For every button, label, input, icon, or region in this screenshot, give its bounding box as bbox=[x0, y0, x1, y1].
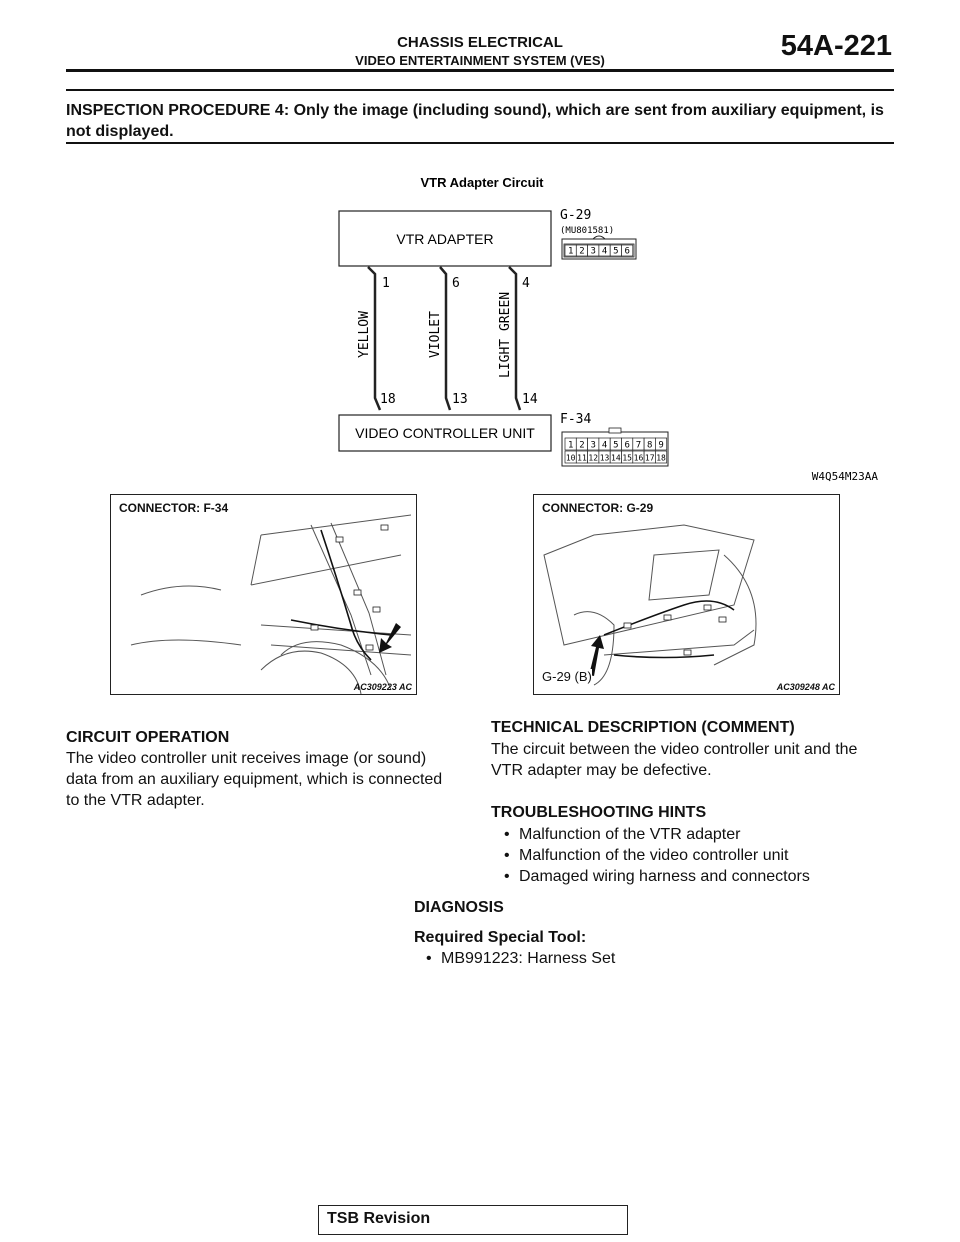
pin-number: 5 bbox=[613, 246, 619, 257]
connector-f34-id: F-34 bbox=[560, 412, 592, 427]
wire-violet-bottom-pin: 13 bbox=[452, 392, 468, 407]
list-item: • Malfunction of the video controller unit bbox=[502, 845, 810, 866]
pin-number: 14 bbox=[611, 453, 621, 463]
circuit-operation-text bbox=[66, 748, 476, 811]
title-top-rule bbox=[66, 89, 894, 91]
connector-g29-id: G-29 bbox=[560, 208, 592, 223]
special-tool-heading: Required Special Tool: bbox=[414, 929, 587, 946]
photo-connector-f34 bbox=[110, 494, 417, 695]
title-bottom-rule bbox=[66, 142, 894, 144]
pin-number: 1 bbox=[567, 246, 574, 257]
circuit-operation-line: to the VTR adapter. bbox=[66, 792, 205, 809]
wire-yellow-label: YELLOW bbox=[357, 311, 372, 358]
photo-left-code: AC309223 AC bbox=[353, 682, 412, 692]
wire-violet-top-pin: 6 bbox=[452, 276, 460, 291]
diagram-title: VTR Adapter Circuit bbox=[420, 175, 544, 190]
vehicle-interior-illustration bbox=[111, 495, 417, 695]
wire-light-green-top-pin: 4 bbox=[522, 276, 530, 291]
list-item: • Damaged wiring harness and connectors bbox=[502, 866, 810, 887]
circuit-diagram bbox=[300, 170, 900, 490]
page-number: 54A-221 bbox=[780, 30, 892, 62]
pin-number: 5 bbox=[613, 440, 619, 451]
pin-number: 3 bbox=[590, 440, 596, 451]
technical-description-line: The circuit between the video controller unit and the bbox=[491, 741, 858, 758]
pin-number: 10 bbox=[565, 453, 576, 463]
connector-g29-pins bbox=[565, 245, 633, 257]
diagram-figure-code: W4Q54M23AA bbox=[811, 470, 878, 483]
wire-yellow-bottom-pin: 18 bbox=[380, 392, 396, 407]
pin-number: 2 bbox=[579, 440, 585, 451]
pin-number: 11 bbox=[577, 453, 587, 463]
wire-yellow-top-pin: 1 bbox=[382, 276, 390, 291]
connector-g29-part: (MU801581) bbox=[560, 226, 615, 236]
photo-connector-g29 bbox=[533, 494, 840, 695]
procedure-title: INSPECTION PROCEDURE 4: Only the image (including sound), which are sent from auxiliary equipment, is not displayed. bbox=[66, 102, 884, 140]
pin-number: 15 bbox=[622, 453, 632, 463]
photo-right-code: AC309248 AC bbox=[776, 682, 835, 692]
header-rule bbox=[66, 69, 894, 72]
pin-number: 13 bbox=[599, 453, 610, 463]
pin-number: 6 bbox=[624, 246, 630, 257]
photo-right-label: CONNECTOR: G-29 bbox=[542, 501, 654, 515]
vtr-adapter-label: VTR ADAPTER bbox=[396, 231, 494, 247]
pin-number: 17 bbox=[644, 453, 655, 463]
photo-right-callout: G-29 (B) bbox=[542, 669, 592, 684]
pin-number: 3 bbox=[590, 246, 596, 257]
section-title: CHASSIS ELECTRICAL bbox=[397, 34, 563, 51]
pin-number: 4 bbox=[601, 440, 608, 451]
footer-label: TSB Revision bbox=[327, 1210, 431, 1227]
wire-light-green-label: LIGHT GREEN bbox=[498, 291, 513, 378]
pin-number: 1 bbox=[567, 440, 574, 451]
list-item: • MB991223: Harness Set bbox=[424, 948, 615, 969]
troubleshooting-heading: TROUBLESHOOTING HINTS bbox=[491, 804, 707, 821]
diagnosis-heading: DIAGNOSIS bbox=[414, 899, 504, 916]
pin-number: 16 bbox=[633, 453, 644, 463]
troubleshooting-list bbox=[502, 824, 810, 887]
circuit-operation-heading: CIRCUIT OPERATION bbox=[66, 729, 230, 746]
pin-number: 6 bbox=[624, 440, 630, 451]
list-item: • Malfunction of the VTR adapter bbox=[502, 824, 810, 845]
pin-number: 7 bbox=[635, 440, 642, 451]
pin-number: 12 bbox=[588, 453, 599, 463]
footer-box bbox=[318, 1205, 628, 1235]
technical-description-heading: TECHNICAL DESCRIPTION (COMMENT) bbox=[491, 719, 795, 736]
vehicle-rear-illustration bbox=[534, 495, 840, 695]
special-tool-list bbox=[424, 948, 615, 969]
pin-number: 8 bbox=[647, 440, 653, 451]
circuit-operation-line: The video controller unit receives image (or sound) bbox=[66, 750, 427, 767]
technical-description-line: VTR adapter may be defective. bbox=[491, 762, 712, 779]
circuit-operation-line: data from an auxiliary equipment, which is connected bbox=[66, 771, 443, 788]
subsection-title: VIDEO ENTERTAINMENT SYSTEM (VES) bbox=[355, 53, 605, 68]
pin-number: 18 bbox=[656, 453, 666, 463]
pin-number: 9 bbox=[658, 440, 664, 451]
wire-violet-label: VIOLET bbox=[428, 311, 443, 358]
pin-number: 4 bbox=[601, 246, 608, 257]
video-controller-label: VIDEO CONTROLLER UNIT bbox=[355, 425, 535, 441]
pin-number: 2 bbox=[579, 246, 585, 257]
photo-left-label: CONNECTOR: F-34 bbox=[119, 501, 229, 515]
wire-light-green-bottom-pin: 14 bbox=[522, 392, 538, 407]
technical-description-text bbox=[491, 739, 911, 781]
